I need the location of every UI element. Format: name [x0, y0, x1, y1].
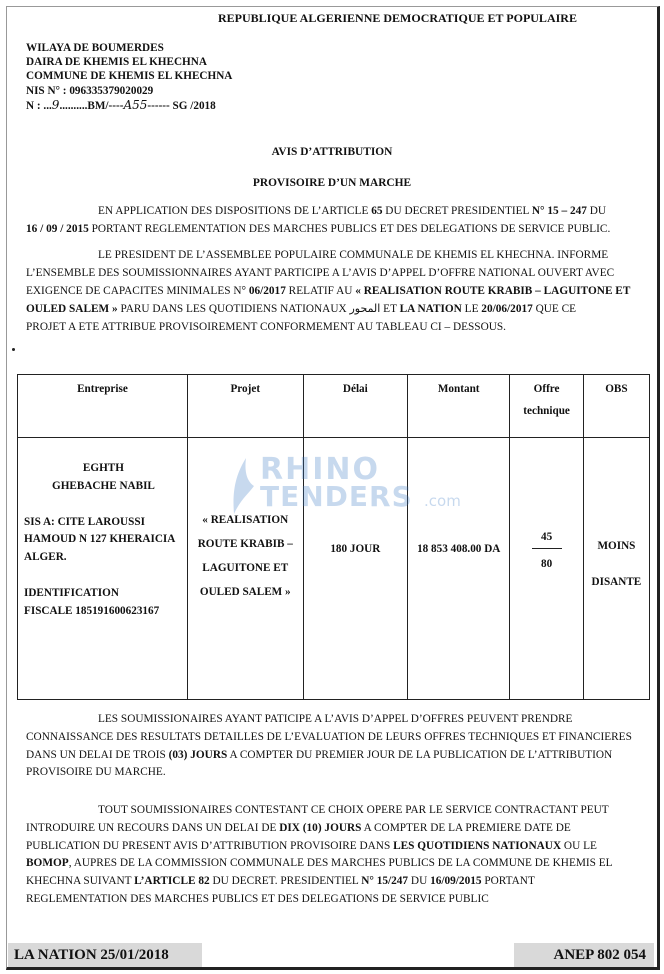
header-offre-line2: technique [523, 405, 570, 417]
national-newspapers: LES QUOTIDIENS NATIONAUX [393, 839, 562, 852]
paragraph-appeal [26, 802, 656, 909]
para3-line3 [26, 747, 656, 765]
para4-line6: REGLEMENTATION DES MARCHES PUBLICS ET DES DELEGATIONS DE SERVICE PUBLIC [26, 892, 489, 905]
company-acronym: EGHTH [82, 462, 124, 474]
text-span: DANS UN DELAI DE TROIS [26, 748, 169, 761]
table-header-row [18, 375, 650, 438]
header-montant: Montant [408, 375, 510, 438]
appeal-period: DIX (10) JOURS [279, 821, 362, 834]
cell-obs [583, 438, 649, 700]
notice-subtitle: PROVISOIRE D’UN MARCHE [252, 177, 412, 189]
para3-line1: LES SOUMISSIONAIRES AYANT PATICIPE A L’AVIS D’APPEL D’OFFRES PEUVENT PRENDRE [98, 713, 573, 725]
text-span: DU [408, 875, 431, 888]
obs-line2: DISANTE [591, 576, 642, 588]
project-line1: « REALISATION [202, 514, 289, 526]
paragraph-results [26, 711, 656, 782]
cell-entreprise [18, 438, 188, 700]
decree-number: N° 15 – 247 [531, 205, 587, 217]
watermark-line2: TENDERS [260, 480, 413, 513]
text-span: A COMPTER DU PREMIER JOUR DE LA PUBLICATION DE L’ATTRIBUTION [227, 748, 613, 761]
table-row [18, 438, 650, 700]
para2-line5: PROJET A ETE ATTRIBUE PROVISOIREMENT CONFORMEMENT AU TABLEAU CI – DESSOUS. [26, 321, 506, 334]
text-span: PUBLICATION DU PRESENT AVIS D’ATTRIBUTION PROVISOIRE DANS [26, 839, 394, 852]
cell-delai: 180 JOUR [303, 438, 407, 700]
para1-line2 [26, 221, 656, 239]
footer-newspaper: LA NATION 25/01/2018 [8, 943, 202, 967]
publication-date: 20/06/2017 [481, 303, 533, 316]
technical-score: 45 [541, 531, 553, 543]
para4-line2 [26, 820, 656, 838]
company-owner: GHEBACHE NABIL [52, 479, 155, 492]
issuer-block [26, 41, 232, 113]
article-number: 65 [371, 205, 383, 217]
text-span: PORTANT REGLEMENTATION DES MARCHES PUBLICS ET DES DELEGATIONS DE SERVICE PUBLIC. [88, 222, 611, 235]
reference-line [26, 98, 232, 113]
nis-line: NIS N° : 096335379020029 [26, 84, 154, 97]
text-span: LE [461, 303, 482, 316]
text-span: A COMPTER DE LA PREMIERE DATE DE [361, 821, 571, 834]
fiscal-id-label: IDENTIFICATION [24, 586, 119, 599]
margin-dot [12, 348, 15, 351]
commune-line: COMMUNE DE KHEMIS EL KHECHNA [26, 70, 233, 83]
paragraph-application [26, 203, 656, 239]
ref-prefix: N : ... [26, 99, 52, 112]
ref-handwritten-number: 9 [51, 97, 60, 112]
header-entreprise: Entreprise [18, 375, 188, 438]
text-span: QUE CE [532, 303, 577, 316]
arabic-newspaper-name: المحور [349, 302, 381, 316]
footer-anep: ANEP 802 054 [514, 943, 654, 967]
obs-line1: MOINS [597, 540, 636, 552]
text-span: EN APPLICATION DES DISPOSITIONS DE L’ARTICLE [98, 205, 372, 217]
attribution-table [17, 374, 650, 700]
fiscal-id-value: FISCALE 185191600623167 [24, 604, 160, 617]
consultation-period: (03) JOURS [168, 748, 228, 761]
watermark-line3: .com [424, 492, 461, 510]
company-address-line2: HAMOUD N 127 KHERAICIA [24, 533, 176, 546]
para4-line3 [26, 838, 656, 856]
ref-mid: ..........BM/---- [59, 99, 124, 112]
text-span: , AUPRES DE LA COMMISSION COMMUNALE DES MARCHES PUBLICS DE LA COMMUNE DE KHEMIS EL [68, 857, 613, 870]
technical-score-max: 80 [541, 558, 553, 570]
para4-line4 [26, 855, 656, 873]
header-offre-line1: Offre [533, 383, 560, 395]
header-obs: OBS [583, 375, 649, 438]
cell-projet [187, 438, 303, 700]
company-address-line3: ALGER. [24, 551, 67, 564]
text-span: PORTANT [481, 875, 535, 888]
tender-number: 06/2017 [248, 284, 286, 297]
decree-date: 16 / 09 / 2015 [26, 222, 89, 235]
newspaper-name: LA NATION [399, 303, 462, 316]
republic-heading: REPUBLIQUE ALGERIENNE DEMOCRATIQUE ET POPULAIRE [218, 11, 577, 25]
project-line2: ROUTE KRABIB – [197, 538, 293, 550]
project-title-part1: « REALISATION ROUTE KRABIB – LAGUITONE ET [355, 284, 631, 297]
text-span: EXIGENCE DE CAPACITES MINIMALES N° [26, 284, 249, 297]
header-delai: Délai [303, 375, 407, 438]
text-span: INTRODUIRE UN RECOURS DANS UN DELAI DE [26, 821, 280, 834]
para4-line1: TOUT SOUMISSIONAIRES CONTESTANT CE CHOIX OPERE PAR LE SERVICE CONTRACTANT PEUT [98, 804, 609, 816]
text-span: KHECHNA SUIVANT [26, 875, 135, 888]
fraction-bar [532, 548, 562, 549]
text-span: OU LE [561, 839, 597, 852]
article-82: L’ARTICLE 82 [134, 875, 210, 888]
para2-line2: L’ENSEMBLE DES SOUMISSIONNAIRES AYANT PARTICIPE A L’AVIS D’APPEL D’OFFRE NATIONAL OUVERT AVEC [26, 266, 615, 279]
para2-line1: LE PRESIDENT DE L’ASSEMBLEE POPULAIRE COMMUNALE DE KHEMIS EL KHECHNA. INFORME [98, 249, 609, 261]
project-line4: OULED SALEM » [199, 586, 291, 598]
text-span: RELATIF AU [285, 284, 356, 297]
para3-line4: PROVISOIRE DU MARCHE. [26, 766, 166, 779]
paragraph-information [26, 247, 656, 337]
decree-date-2: 16/09/2015 [430, 875, 482, 888]
decree-number-2: N° 15/247 [361, 875, 409, 888]
header-projet: Projet [187, 375, 303, 438]
cell-montant: 18 853 408.00 DA [408, 438, 510, 700]
para1-line1 [26, 203, 656, 221]
header-offre-technique [510, 375, 583, 438]
notice-title: AVIS D’ATTRIBUTION [271, 146, 393, 158]
text-span: ET [380, 303, 400, 316]
ref-suffix: ------ SG /2018 [147, 99, 216, 112]
company-address-line1: SIS A: CITE LAROUSSI [24, 515, 145, 528]
ref-handwritten-signature: A55 [123, 97, 148, 112]
text-span: DU DECRET PRESIDENTIEL [382, 205, 532, 217]
wilaya-line: WILAYA DE BOUMERDES [26, 42, 164, 54]
project-title-part2: OULED SALEM » [26, 303, 118, 316]
para2-line4 [26, 300, 656, 319]
para3-line2: CONNAISSANCE DES RESULTATS DETAILLES DE L’EVALUATION DE LEURS OFFRES TECHNIQUES ET FINANCIERES [26, 730, 632, 743]
text-span: DU [586, 205, 607, 217]
cell-offre-technique [510, 438, 583, 700]
para4-line5 [26, 873, 656, 891]
project-line3: LAGUITONE ET [202, 562, 289, 574]
para2-line3 [26, 283, 656, 301]
bomop: BOMOP [26, 857, 69, 870]
daira-line: DAIRA DE KHEMIS EL KHECHNA [26, 56, 207, 69]
watermark-line1: RHINO [260, 452, 380, 487]
text-span: DU DECRET. PRESIDENTIEL [209, 875, 362, 888]
text-span: PARU DANS LES QUOTIDIENS NATIONAUX [117, 303, 350, 316]
